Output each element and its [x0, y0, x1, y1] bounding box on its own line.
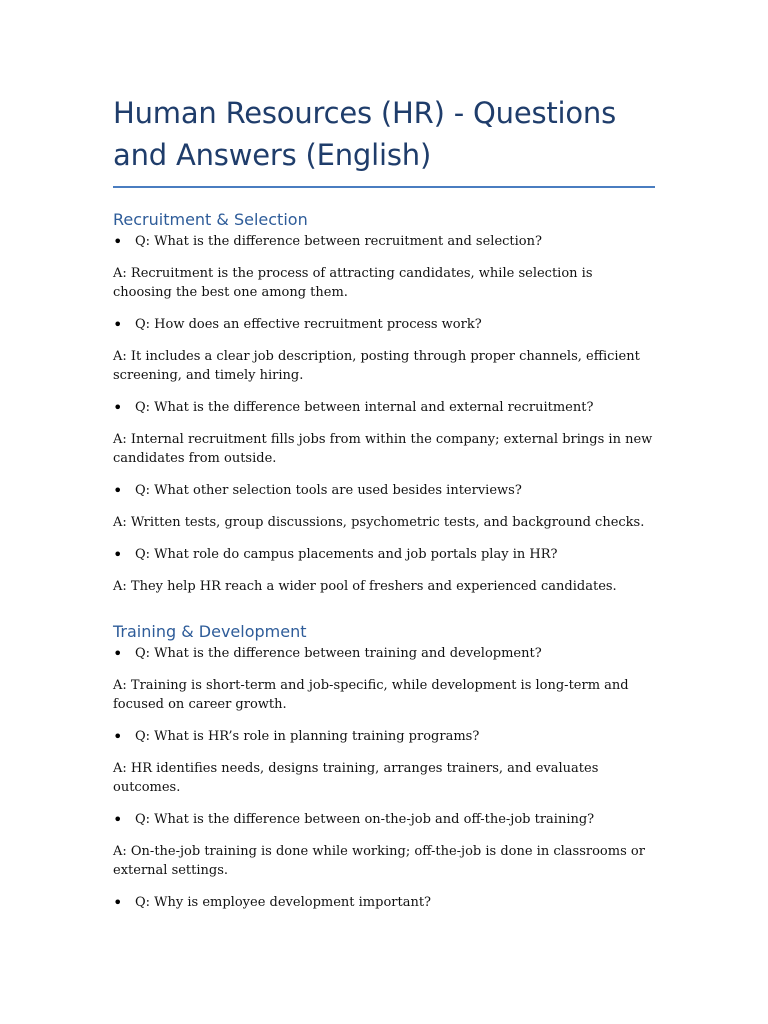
- section-heading-recruitment: Recruitment & Selection: [113, 210, 308, 229]
- title-divider: [113, 186, 655, 188]
- question-item: • Q: Why is employee development important?: [113, 893, 655, 912]
- question-item: • Q: How does an effective recruitment process work?: [113, 315, 655, 334]
- question-item: • Q: What is the difference between training and development?: [113, 644, 655, 663]
- answer-text: A: Training is short-term and job-specific, while development is long-term and focused on career growth.: [113, 678, 629, 712]
- document-title: Human Resources (HR) - Questions and Answers (English): [113, 96, 617, 172]
- question-item: • Q: What is the difference between recruitment and selection?: [113, 232, 655, 251]
- question-item: • Q: What role do campus placements and job portals play in HR?: [113, 545, 655, 564]
- document-page: [113, 92, 655, 912]
- question-item: • Q: What is the difference between internal and external recruitment?: [113, 398, 655, 417]
- question-item: • Q: What is HR’s role in planning training programs?: [113, 727, 655, 746]
- answer-text: A: Written tests, group discussions, psychometric tests, and background checks.: [113, 515, 645, 530]
- question-item: • Q: What other selection tools are used besides interviews?: [113, 481, 655, 500]
- section-heading-training: Training & Development: [113, 622, 307, 641]
- answer-text: A: It includes a clear job description, posting through proper channels, efficient screening, and timely hiring.: [113, 349, 640, 383]
- answer-text: A: On-the-job training is done while working; off-the-job is done in classrooms or external settings.: [113, 844, 645, 878]
- question-item: • Q: What is the difference between on-the-job and off-the-job training?: [113, 810, 655, 829]
- answer-text: A: HR identifies needs, designs training, arranges trainers, and evaluates outcomes.: [113, 761, 599, 795]
- answer-text: A: Recruitment is the process of attracting candidates, while selection is choosing the best one among them.: [113, 266, 593, 300]
- answer-text: A: Internal recruitment fills jobs from within the company; external brings in new candidates from outside.: [113, 432, 653, 466]
- answer-text: A: They help HR reach a wider pool of freshers and experienced candidates.: [113, 579, 617, 594]
